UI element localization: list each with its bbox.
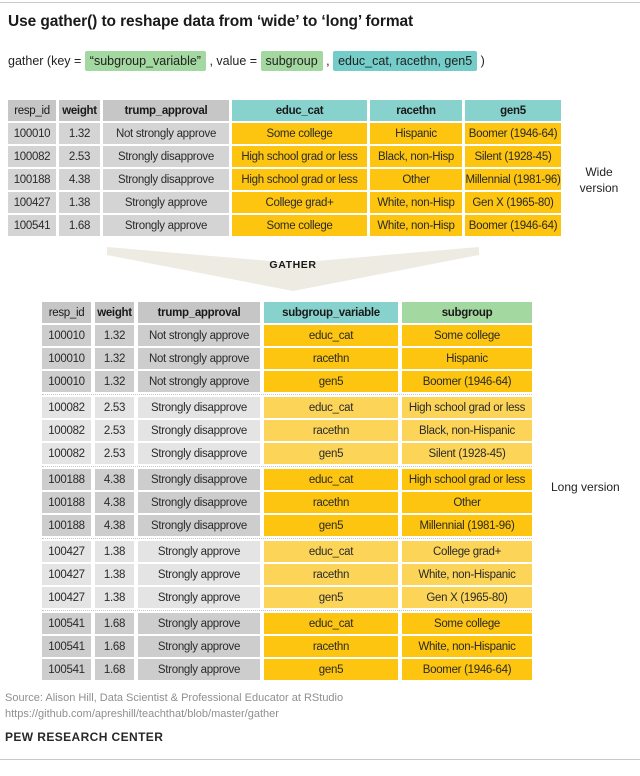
cell-trump_approval: Not strongly approve [138, 371, 260, 392]
long-table-row [42, 636, 532, 657]
gather-arrow [107, 246, 479, 292]
cell-subgroup: Boomer (1946-64) [402, 371, 532, 392]
cell-gen5: Boomer (1946-64) [465, 123, 561, 144]
source-line-2: https://github.com/apreshill/teachthat/blob/master/gather [5, 707, 279, 720]
cell-weight: 4.38 [59, 169, 100, 190]
long-table [42, 302, 532, 682]
cell-racethn: White, non-Hisp [370, 192, 462, 213]
cell-resp_id: 100541 [42, 613, 91, 634]
cell-subgroup: College grad+ [402, 541, 532, 562]
long-table-row [42, 394, 532, 418]
cell-weight: 1.68 [95, 636, 134, 657]
gather-code-line [8, 54, 485, 68]
cell-subgroup_variable: gen5 [264, 371, 398, 392]
long-table-row [42, 659, 532, 680]
cell-trump_approval: Strongly approve [138, 659, 260, 680]
cell-resp_id: 100188 [8, 169, 56, 190]
cell-subgroup: Some college [402, 325, 532, 346]
cell-trump_approval: Strongly approve [138, 541, 260, 562]
cell-subgroup: Gen X (1965-80) [402, 587, 532, 608]
code-columns-chip: educ_cat, racethn, gen5 [333, 51, 477, 71]
cell-subgroup: White, non-Hispanic [402, 564, 532, 585]
cell-weight: 1.32 [95, 325, 134, 346]
cell-trump_approval: Not strongly approve [138, 325, 260, 346]
long-table-row [42, 443, 532, 464]
col-header-weight: weight [59, 100, 100, 121]
cell-resp_id: 100541 [8, 215, 56, 236]
cell-resp_id: 100427 [42, 541, 91, 562]
cell-educ_cat: High school grad or less [232, 146, 367, 167]
col-header-gen5: gen5 [465, 100, 561, 121]
cell-trump_approval: Strongly approve [138, 613, 260, 634]
gather-arrow-label: GATHER [269, 259, 317, 271]
cell-trump_approval: Strongly approve [138, 636, 260, 657]
long-table-row [42, 610, 532, 634]
cell-weight: 1.38 [95, 587, 134, 608]
cell-resp_id: 100082 [8, 146, 56, 167]
cell-gen5: Boomer (1946-64) [465, 215, 561, 236]
cell-trump_approval: Strongly approve [103, 192, 229, 213]
cell-resp_id: 100010 [42, 371, 91, 392]
col-header-racethn: racethn [370, 100, 462, 121]
cell-trump_approval: Strongly disapprove [138, 515, 260, 536]
cell-weight: 1.32 [95, 371, 134, 392]
cell-trump_approval: Strongly approve [138, 564, 260, 585]
top-rule [0, 2, 640, 3]
cell-weight: 2.53 [95, 397, 134, 418]
cell-weight: 1.32 [95, 348, 134, 369]
cell-resp_id: 100427 [42, 564, 91, 585]
bottom-rule [0, 759, 640, 760]
cell-resp_id: 100082 [42, 443, 91, 464]
cell-resp_id: 100427 [8, 192, 56, 213]
long-version-label: Long version [551, 480, 620, 494]
cell-racethn: Hispanic [370, 123, 462, 144]
cell-educ_cat: College grad+ [232, 192, 367, 213]
cell-subgroup_variable: racethn [264, 492, 398, 513]
cell-weight: 1.38 [95, 541, 134, 562]
long-table-row [42, 325, 532, 346]
cell-weight: 4.38 [95, 515, 134, 536]
cell-subgroup_variable: gen5 [264, 443, 398, 464]
wide-table-header-row [8, 100, 561, 121]
long-table-row [42, 371, 532, 392]
page-title: Use gather() to reshape data from ‘wide’ to ‘long’ format [8, 13, 414, 30]
cell-subgroup: Boomer (1946-64) [402, 659, 532, 680]
cell-subgroup: Hispanic [402, 348, 532, 369]
long-table-row [42, 587, 532, 608]
cell-subgroup: Millennial (1981-96) [402, 515, 532, 536]
col-header-educ_cat: educ_cat [232, 100, 367, 121]
cell-subgroup: High school grad or less [402, 397, 532, 418]
cell-subgroup_variable: educ_cat [264, 397, 398, 418]
cell-subgroup_variable: racethn [264, 420, 398, 441]
long-table-row [42, 538, 532, 562]
cell-resp_id: 100541 [42, 659, 91, 680]
col-header-subgroup_variable: subgroup_variable [264, 302, 398, 323]
source-note [5, 691, 343, 722]
cell-racethn: Other [370, 169, 462, 190]
wide-table-row [8, 192, 561, 213]
wide-table-row [8, 123, 561, 144]
cell-trump_approval: Strongly disapprove [138, 492, 260, 513]
cell-subgroup_variable: gen5 [264, 659, 398, 680]
long-table-row [42, 492, 532, 513]
cell-subgroup_variable: racethn [264, 564, 398, 585]
code-function-text: gather (key = [8, 54, 85, 68]
col-header-trump_approval: trump_approval [103, 100, 229, 121]
wide-table [8, 100, 561, 238]
long-table-header-row [42, 302, 532, 323]
cell-trump_approval: Not strongly approve [103, 123, 229, 144]
wide-table-row [8, 169, 561, 190]
cell-racethn: Black, non-Hisp [370, 146, 462, 167]
cell-gen5: Silent (1928-45) [465, 146, 561, 167]
col-header-weight: weight [95, 302, 134, 323]
cell-trump_approval: Strongly disapprove [103, 146, 229, 167]
long-table-row [42, 420, 532, 441]
cell-resp_id: 100082 [42, 397, 91, 418]
cell-weight: 2.53 [95, 420, 134, 441]
code-separator-1: , value = [205, 54, 261, 68]
code-key-chip: “subgroup_variable” [85, 51, 206, 71]
cell-trump_approval: Strongly disapprove [138, 420, 260, 441]
code-separator-2: , [322, 54, 334, 68]
wide-table-row [8, 215, 561, 236]
wide-table-row [8, 146, 561, 167]
cell-weight: 2.53 [59, 146, 100, 167]
long-table-row [42, 564, 532, 585]
col-header-resp_id: resp_id [42, 302, 91, 323]
cell-subgroup_variable: educ_cat [264, 613, 398, 634]
wide-version-label: Wide version [579, 165, 619, 195]
cell-weight: 2.53 [95, 443, 134, 464]
cell-resp_id: 100188 [42, 469, 91, 490]
cell-trump_approval: Strongly disapprove [103, 169, 229, 190]
cell-trump_approval: Strongly approve [103, 215, 229, 236]
cell-subgroup: Some college [402, 613, 532, 634]
cell-weight: 1.38 [95, 564, 134, 585]
cell-weight: 4.38 [95, 492, 134, 513]
cell-resp_id: 100082 [42, 420, 91, 441]
cell-subgroup: Black, non-Hispanic [402, 420, 532, 441]
cell-weight: 1.68 [95, 613, 134, 634]
cell-racethn: White, non-Hisp [370, 215, 462, 236]
cell-resp_id: 100188 [42, 492, 91, 513]
cell-subgroup: Other [402, 492, 532, 513]
cell-weight: 4.38 [95, 469, 134, 490]
cell-subgroup: Silent (1928-45) [402, 443, 532, 464]
cell-resp_id: 100010 [42, 348, 91, 369]
cell-subgroup_variable: gen5 [264, 587, 398, 608]
cell-resp_id: 100010 [42, 325, 91, 346]
cell-subgroup_variable: racethn [264, 636, 398, 657]
cell-resp_id: 100427 [42, 587, 91, 608]
code-close-paren: ) [477, 54, 485, 68]
cell-trump_approval: Not strongly approve [138, 348, 260, 369]
cell-trump_approval: Strongly disapprove [138, 469, 260, 490]
cell-subgroup_variable: racethn [264, 348, 398, 369]
col-header-resp_id: resp_id [8, 100, 56, 121]
cell-resp_id: 100188 [42, 515, 91, 536]
cell-subgroup_variable: gen5 [264, 515, 398, 536]
cell-gen5: Gen X (1965-80) [465, 192, 561, 213]
cell-weight: 1.68 [95, 659, 134, 680]
cell-trump_approval: Strongly approve [138, 587, 260, 608]
col-header-subgroup: subgroup [402, 302, 532, 323]
cell-educ_cat: Some college [232, 123, 367, 144]
cell-resp_id: 100010 [8, 123, 56, 144]
cell-trump_approval: Strongly disapprove [138, 397, 260, 418]
cell-subgroup_variable: educ_cat [264, 325, 398, 346]
long-table-row [42, 466, 532, 490]
long-table-row [42, 348, 532, 369]
source-line-1: Source: Alison Hill, Data Scientist & Professional Educator at RStudio [5, 692, 344, 704]
cell-subgroup: White, non-Hispanic [402, 636, 532, 657]
code-value-chip: subgroup [261, 51, 323, 71]
cell-resp_id: 100541 [42, 636, 91, 657]
pew-research-center-brand: PEW RESEARCH CENTER [5, 730, 164, 744]
cell-educ_cat: Some college [232, 215, 367, 236]
cell-trump_approval: Strongly disapprove [138, 443, 260, 464]
long-table-row [42, 515, 532, 536]
cell-subgroup_variable: educ_cat [264, 541, 398, 562]
cell-gen5: Millennial (1981-96) [465, 169, 561, 190]
cell-weight: 1.68 [59, 215, 100, 236]
cell-educ_cat: High school grad or less [232, 169, 367, 190]
cell-weight: 1.32 [59, 123, 100, 144]
cell-subgroup_variable: educ_cat [264, 469, 398, 490]
cell-weight: 1.38 [59, 192, 100, 213]
cell-subgroup: High school grad or less [402, 469, 532, 490]
col-header-trump_approval: trump_approval [138, 302, 260, 323]
